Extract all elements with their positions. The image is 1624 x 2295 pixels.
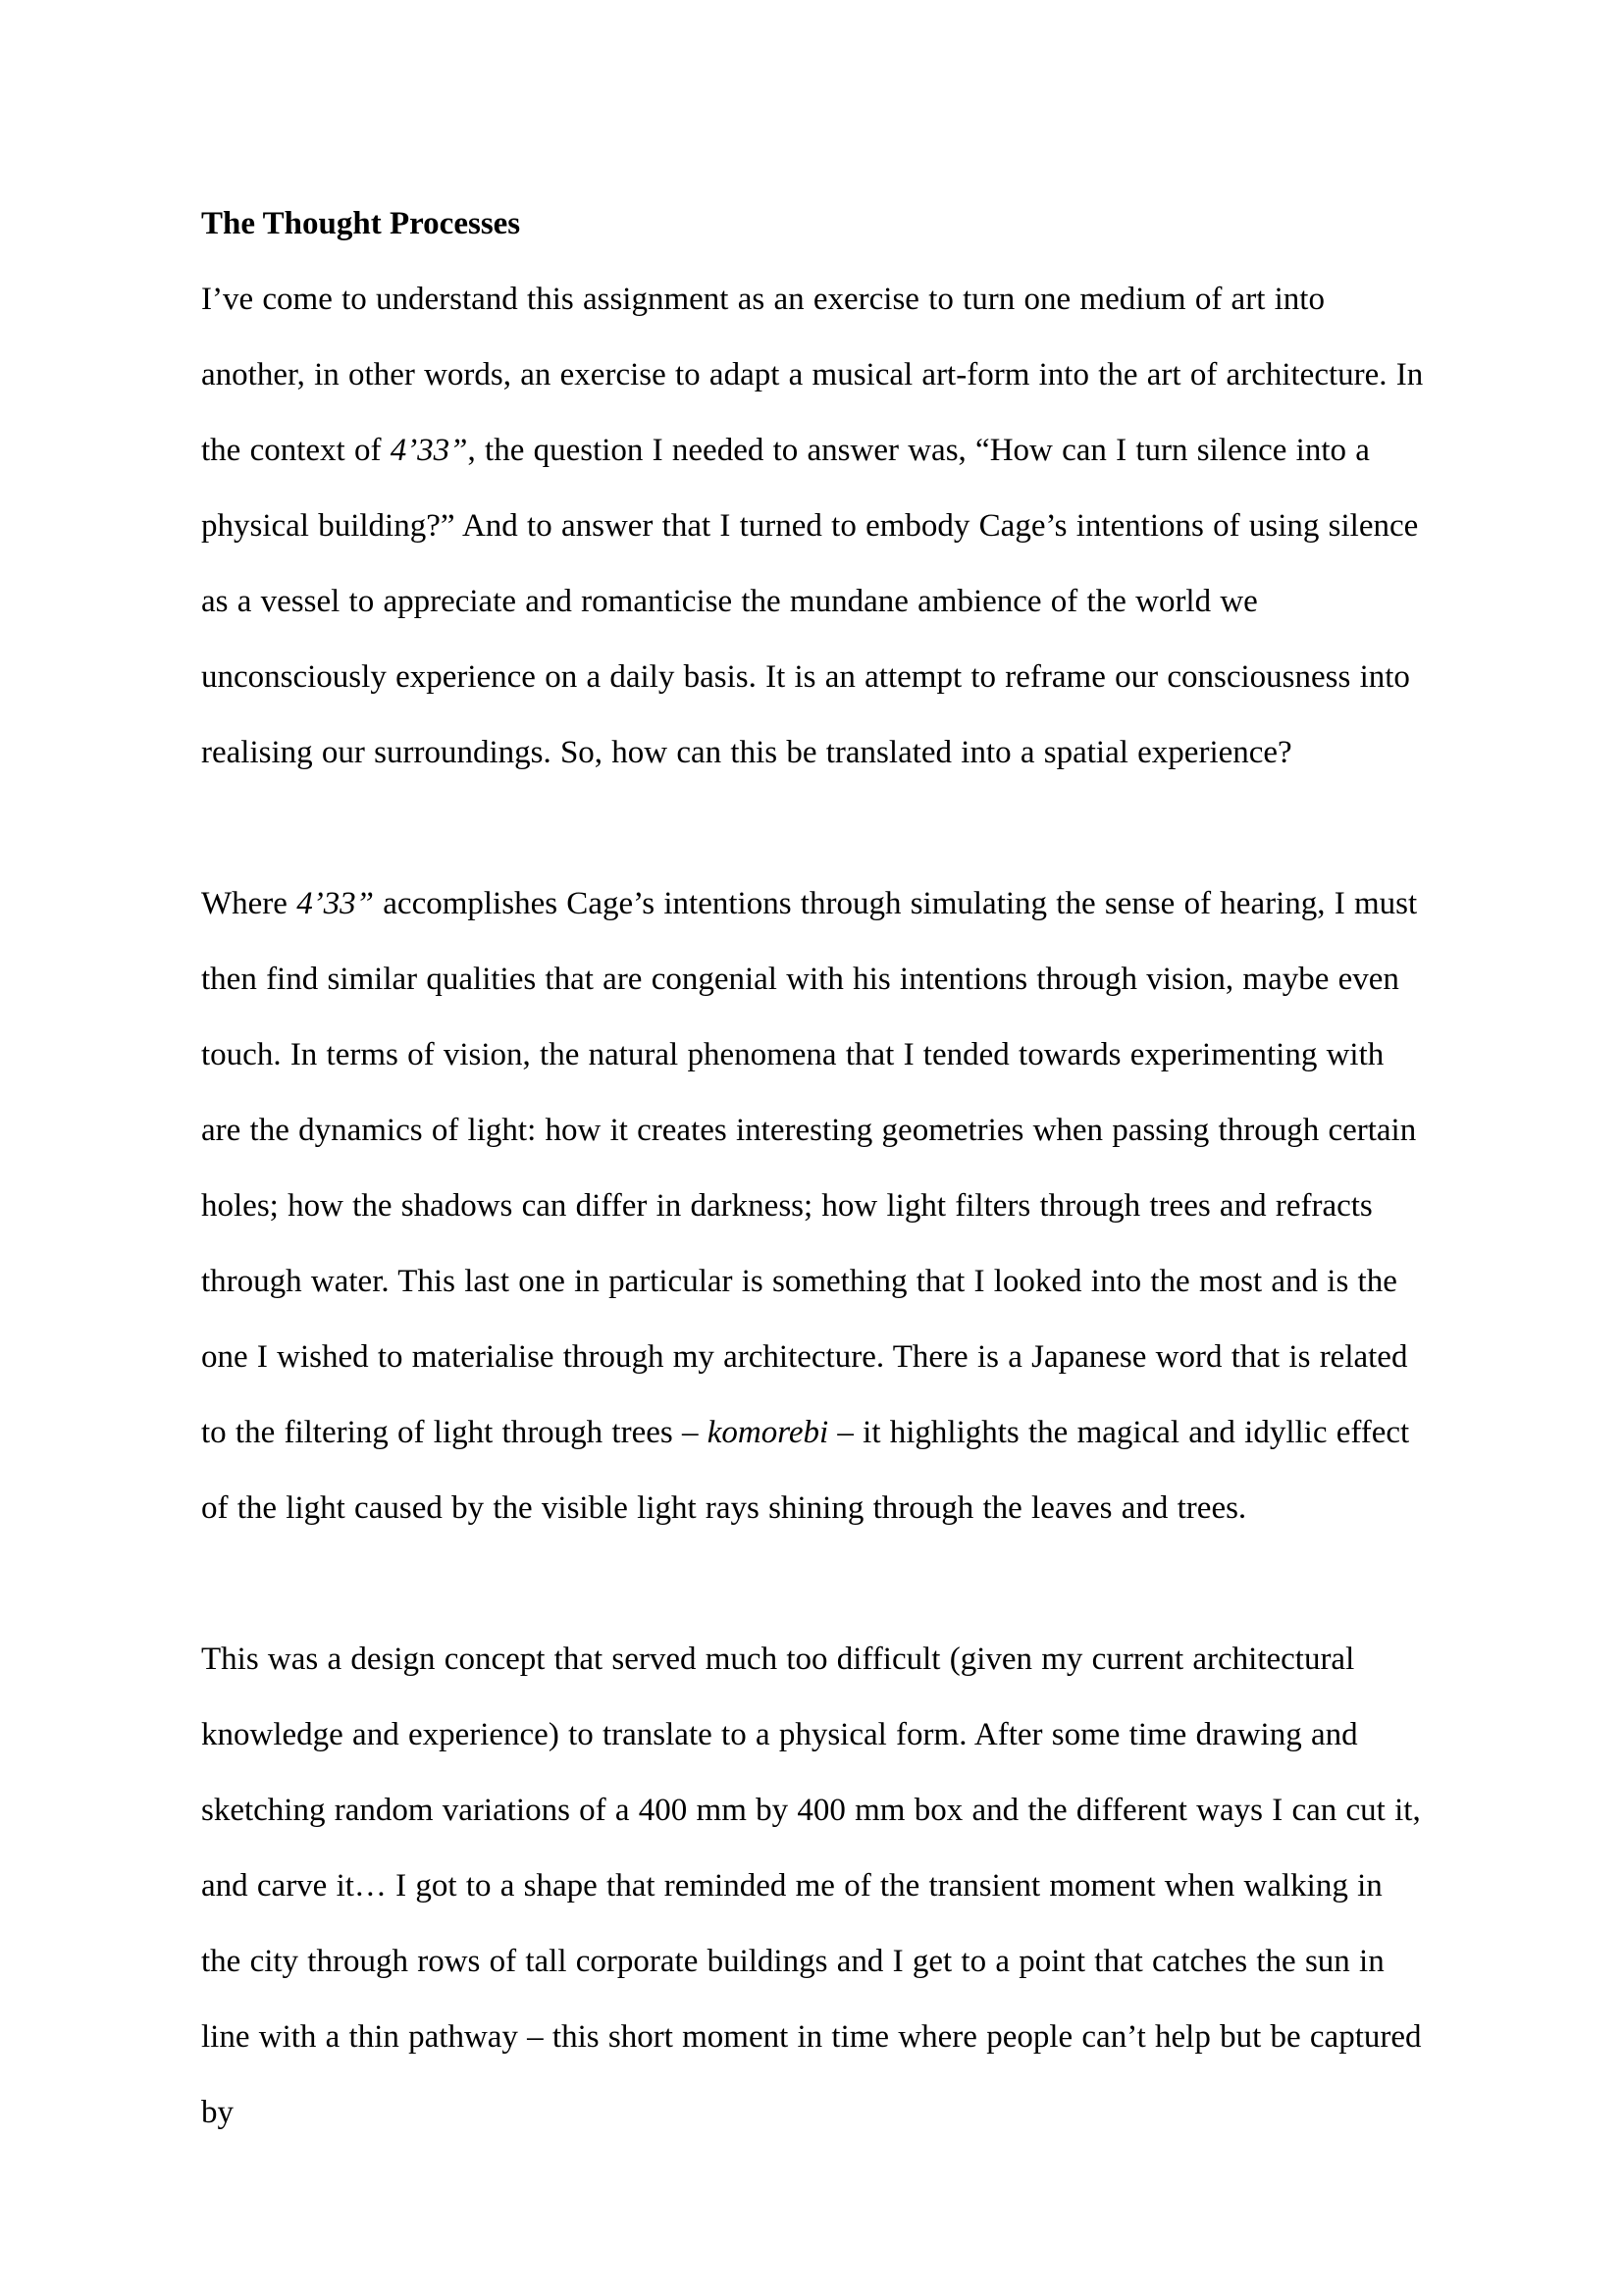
text-run: accomplishes Cage’s intentions through simulating the sense of hearing, I must then find similar qualities that are congenial with his intentions through vision, maybe even touch. In terms of vision, the natural phenomena that I tended towards experimenting with are the dynamics of light: how it creates interesting geometries when passing through certain holes; how the shadows can differ in darkness; how light filters through trees and refracts through water. This last one in particular is something that I looked into the most and is the one I wished to materialise through my architecture. There is a Japanese word that is related to the filtering of light through trees –: [201, 886, 1418, 1450]
text-run: Where: [201, 886, 297, 921]
text-run: , the question I needed to answer was, “How can I turn silence into a physical building?” And to answer that I turned to embody Cage’s intentions of using silence as a vessel to appreciate and romanticise the mundane ambience of the world we unconsciously experience on a daily basis. It is an attempt to reframe our consciousness into realising our surroundings. So, how can this be translated into a spatial experience?: [201, 433, 1419, 770]
text-run: This was a design concept that served much too difficult (given my current architectural knowledge and experience) to translate to a physical form. After some time drawing and sketching random variations of a 400 mm by 400 mm box and the different ways I can cut it, and carve it… I got to a shape that reminded me of the transient moment when walking in the city through rows of tall corporate buildings and I get to a point that catches the sun in line with a thin pathway – this short moment in time where people can’t help but be captured by: [201, 1642, 1422, 2130]
paragraph-2: [201, 866, 1428, 1546]
text-run: – it highlights the magical and idyllic effect of the light caused by the visible light rays shining through the leaves and trees.: [201, 1415, 1410, 1526]
paragraph-1: [201, 262, 1428, 791]
text-run-title-italic: 4’33”: [390, 433, 468, 468]
paragraph-3: [201, 1622, 1428, 2151]
document-heading: The Thought Processes: [201, 206, 521, 241]
text-run: I’ve come to understand this assignment as an exercise to turn one medium of art into another, in other words, an exercise to adapt a musical art-form into the art of architecture. In the context of: [201, 282, 1424, 468]
text-run-title-italic: 4’33”: [296, 886, 375, 921]
text-run-word-italic: komorebi: [707, 1415, 829, 1450]
